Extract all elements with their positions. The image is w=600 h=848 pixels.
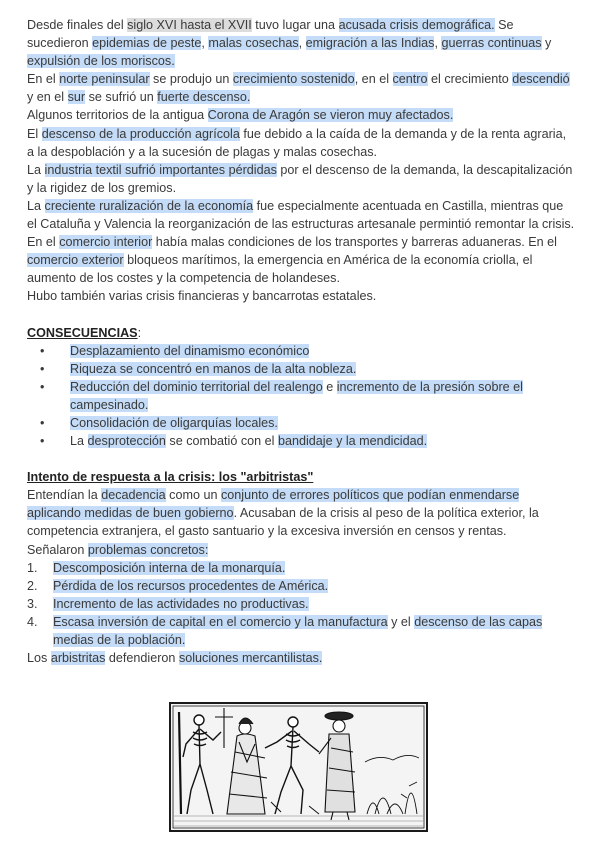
text: se combatió con el <box>165 434 278 449</box>
paragraph-financial-crises: Hubo también varias crisis financieras y bancarrotas estatales. <box>27 289 377 304</box>
dance-of-death-woodcut <box>169 702 428 832</box>
list-item <box>27 613 575 649</box>
list-item <box>27 378 575 414</box>
paragraph-demographic-crisis <box>27 16 575 70</box>
highlight-text: emigración a las Indias <box>305 36 435 51</box>
text: Se sucedieron <box>27 18 514 51</box>
text: , <box>434 36 442 51</box>
highlight-text: decadencia <box>101 488 166 503</box>
bullet-marker: • <box>40 343 45 358</box>
highlight-text: expulsión de los moriscos. <box>27 54 175 69</box>
highlight-text: sur <box>67 90 86 105</box>
spacer <box>27 306 575 324</box>
text: bloqueos marítimos, la emergencia en América de la economía criolla, el aumento de los costes y la competencia de holandeses. <box>27 253 533 286</box>
highlight-text: crecimiento sostenido <box>232 72 355 87</box>
section-heading: CONSECUENCIAS <box>27 325 138 340</box>
highlight-text: Pérdida de los recursos procedentes de América. <box>53 578 329 593</box>
text: fue especialmente acentuada en Castilla, mientras que el Cataluña y Valencia la reorganización de las estructuras artesanale permintió remontar la crisis. <box>27 198 575 232</box>
highlight-text: acusada crisis demográfica. <box>338 18 495 32</box>
highlight-text: comercio exterior <box>27 253 124 268</box>
highlight-text: fuerte descenso. <box>157 90 251 105</box>
consequences-heading-line <box>27 324 575 342</box>
highlight-text: problemas concretos: <box>87 542 209 557</box>
paragraph-decadence <box>27 486 575 540</box>
bullet-marker: • <box>40 361 45 376</box>
problems-list <box>27 559 575 649</box>
highlight-text: bandidaje y la mendicidad. <box>277 434 428 449</box>
highlight-text: Reducción del dominio territorial del realengo <box>70 379 323 394</box>
highlight-text: Consolidación de oligarquías locales. <box>70 415 278 430</box>
list-item <box>27 360 575 378</box>
highlight-text: comercio interior <box>59 235 153 250</box>
highlight-text: incremento de la presión sobre el campesinado. <box>70 379 523 412</box>
text: , en el <box>354 72 393 87</box>
highlight-text: conjunto de errores políticos que podían enmendarse aplicando medidas de buen gobierno <box>27 488 520 521</box>
bullet-marker: • <box>40 379 45 394</box>
list-number: 3. <box>27 596 38 611</box>
bullet-marker: • <box>40 415 45 430</box>
text: Los <box>27 651 51 666</box>
highlight-text: Escasa inversión de capital en el comercio y la manufactura <box>53 614 388 629</box>
highlight-text: Riqueza se concentró en manos de la alta nobleza. <box>70 361 357 376</box>
highlight-text: Corona de Aragón se vieron muy afectados. <box>207 108 454 123</box>
text: se produjo un <box>149 72 233 87</box>
paragraph-aragon <box>27 106 575 124</box>
text: , <box>201 36 209 51</box>
paragraph-agriculture <box>27 125 575 161</box>
paragraph-problems-intro <box>27 541 575 559</box>
text: Señalaron <box>27 542 88 557</box>
list-number: 4. <box>27 614 38 629</box>
spacer <box>27 450 575 468</box>
text: , <box>298 36 306 51</box>
highlight-text: norte peninsular <box>59 72 150 87</box>
text: . Acusaban de la crisis al peso de la política exterior, la competencia extranjera, el gasto santuario y la excesiva inversión en censos y rentas. <box>27 506 539 539</box>
highlight-text: Descomposición interna de la monarquía. <box>53 560 286 575</box>
paragraph-textile <box>27 161 575 197</box>
text: por el descenso de la demanda, la descapitalización y la rigidez de los gremios. <box>27 162 573 195</box>
text: y en el <box>27 90 68 105</box>
bullet-marker: • <box>40 434 45 449</box>
consequences-list <box>27 342 575 451</box>
text: se sufrió un <box>85 90 158 105</box>
text: tuvo lugar una <box>251 18 339 32</box>
paragraph-solutions <box>27 649 575 667</box>
highlight-text: soluciones mercantilistas. <box>178 651 323 666</box>
highlight-text: desprotección <box>87 434 166 449</box>
highlight-text: descenso de las capas medias de la población. <box>53 614 543 647</box>
text: La <box>27 198 45 213</box>
list-item <box>27 577 575 595</box>
highlight-text: Desplazamiento del dinamismo económico <box>70 343 310 358</box>
highlight-text: guerras continuas <box>441 36 542 51</box>
text: En el <box>27 235 60 250</box>
paragraph-ruralization <box>27 197 575 233</box>
text: Desde finales del <box>27 18 128 32</box>
text: y <box>541 36 552 51</box>
highlight-text: descenso de la producción agrícola <box>41 126 240 141</box>
text: como un <box>165 488 221 503</box>
text: el crecimiento <box>427 72 513 87</box>
text: Entendían la <box>27 488 102 503</box>
text: El <box>27 126 42 141</box>
highlight-text: epidemias de peste <box>92 36 202 51</box>
text: había malas condiciones de los transportes y barreras aduaneras. En el <box>152 235 557 250</box>
text: La <box>70 434 88 449</box>
list-item <box>27 414 575 432</box>
list-item <box>27 595 575 613</box>
list-item <box>27 432 575 450</box>
text: defendieron <box>105 651 179 666</box>
highlight-text: centro <box>392 72 428 87</box>
highlight-text: Incremento de las actividades no productivas. <box>53 596 309 611</box>
document-page <box>27 16 575 667</box>
paragraph-regional-growth <box>27 70 575 106</box>
highlight-text: siglo XVI hasta el XVII <box>127 18 252 32</box>
section-heading: Intento de respuesta a la crisis: los "arbitristas" <box>27 470 314 485</box>
text: y el <box>387 614 415 629</box>
highlight-text: malas cosechas <box>208 36 299 51</box>
list-item <box>27 559 575 577</box>
paragraph-commerce <box>27 233 575 287</box>
text: e <box>322 379 337 394</box>
list-number: 2. <box>27 578 38 593</box>
highlight-text: industria textil sufrió importantes pérdidas <box>44 162 277 177</box>
list-number: 1. <box>27 560 38 575</box>
list-item <box>27 342 575 360</box>
text: La <box>27 162 45 177</box>
text: : <box>137 325 142 340</box>
text: fue debido a la caída de la demanda y de la renta agraria, a la despoblación y a la sucesión de plagas y malas cosechas. <box>27 126 567 159</box>
highlight-text: creciente ruralización de la economía <box>44 198 254 213</box>
text: Algunos territorios de la antigua <box>27 108 208 123</box>
text: En el <box>27 72 60 87</box>
highlight-text: descendió <box>512 72 570 87</box>
arbitristas-heading-line <box>27 468 575 486</box>
highlight-text: arbistritas <box>50 651 106 666</box>
